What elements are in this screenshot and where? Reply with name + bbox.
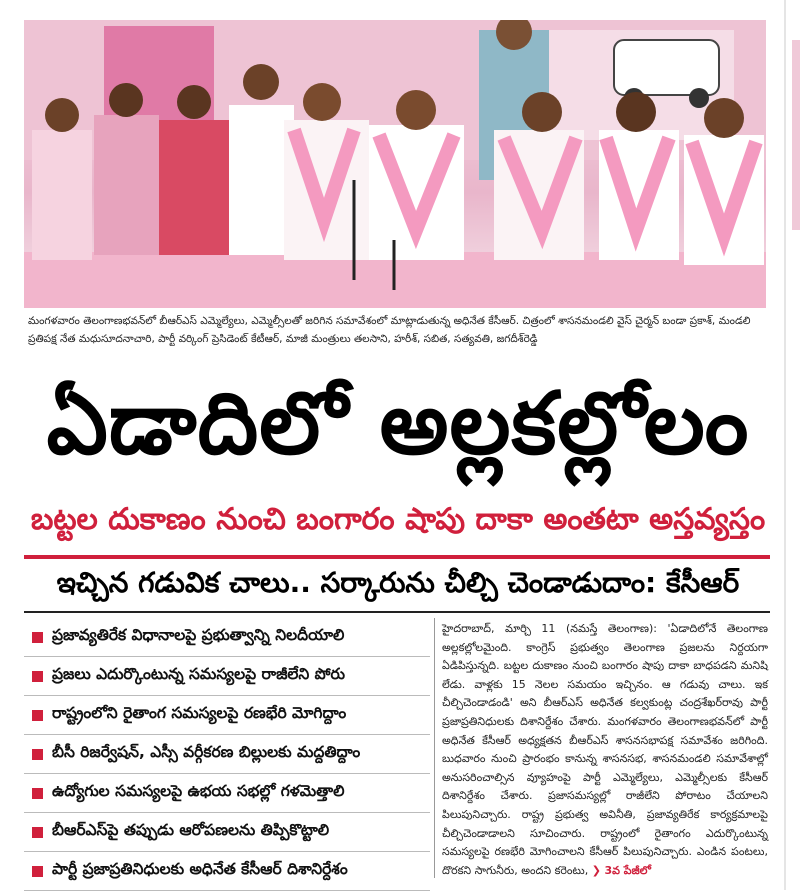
adjacent-page-strip xyxy=(792,40,800,230)
main-headline: ఏడాదిలో అల్లకల్లోలం xyxy=(46,374,750,474)
bullet-text: రాష్ట్రంలోని రైతాంగ సమస్యలపై రణభేరి మోగిద్దాం xyxy=(52,704,347,722)
red-divider xyxy=(24,555,770,559)
list-item xyxy=(24,852,430,891)
bullet-square-icon xyxy=(32,827,43,838)
press-meet-photo xyxy=(24,20,766,308)
article-text: హైదరాబాద్, మార్చి 11 (నమస్తే తెలంగాణ): 'ఏడాదిలోనే తెలంగాణ అల్లకల్లోలమైంది. కాంగ్రెస్ ప్రభుత్వం తెలంగాణ ప్రజలను నిర్దయగా ఏడిపిస్తున్నది. బట్టల దుకాణం నుంచి బంగారం షాపు దాకా బాధపడని మనిషి లేడు. వాళ్లకు 15 నెలల సమయం ఇచ్చినం. ఆ గడువు చాలు. ఇక చీల్చిచెండాడండి' అని బీఆర్‌ఎస్ అధినేత కల్వకుంట్ల చంద్రశేఖర్‌రావు పార్టీ ప్రజాప్రతినిధులకు దిశానిర్దేశం చేశారు. మంగళవారం తెలంగాణభవన్‌లో పార్టీ అధినేత కేసీఆర్ అధ్యక్షతన బీఆర్‌ఎస్ శాసనసభాపక్ష సమావేశం జరిగింది. బుధవారం నుంచి ప్రారంభం కానున్న శాసనసభ, శాసనమండలి సమావేశాల్లో అనుసరించాల్సిన వ్యూహంపై పార్టీ ఎమ్మెల్యేలు, ఎమ్మెల్సీలకు కేసీఆర్ దిశానిర్దేశం చేశారు. ప్రజాసమస్యల్లో రాజీలేని పోరాటం చేయాలని పిలుపునిచ్చారు. రాష్ట్ర ప్రభుత్వ అవినీతి, ప్రజావ్యతిరేక కార్యక్రమాలపై చీల్చిచెండాడాలని సూచించారు. రాష్ట్రంలో రైతాంగం ఎదుర్కొంటున్న సమస్యలపై రణభేరి మోగించాలని కేసీఆర్ పిలుపునిచ్చారు. ఎండిన పంటలు, దొరకని సాగునీరు, అందని కరెంటు, xyxy=(442,622,768,877)
bullet-square-icon xyxy=(32,788,43,799)
list-item xyxy=(24,657,430,696)
list-item xyxy=(24,813,430,852)
article-body xyxy=(442,620,768,880)
column-divider xyxy=(434,618,435,878)
bullet-square-icon xyxy=(32,671,43,682)
bullet-square-icon xyxy=(32,632,43,643)
continue-arrow-icon: ❯ xyxy=(591,863,601,877)
bullet-text: పార్టీ ప్రజాప్రతినిధులకు అధినేత కేసీఆర్ దిశానిర్దేశం xyxy=(52,860,348,878)
divider xyxy=(24,611,770,613)
list-item xyxy=(24,618,430,657)
bullet-square-icon xyxy=(32,866,43,877)
bullet-square-icon xyxy=(32,749,43,760)
bullet-text: ఉద్యోగుల సమస్యలపై ఉభయ సభల్లో గళమెత్తాలి xyxy=(52,782,345,800)
list-item xyxy=(24,696,430,735)
continued-on-page[interactable]: 3వ పేజీలో xyxy=(604,863,651,877)
car-graphic xyxy=(614,40,719,95)
bullet-square-icon xyxy=(32,710,43,721)
bullet-text: బీఆర్‌ఎస్‌పై తప్పుడు ఆరోపణలను తిప్పికొట్టాలి xyxy=(52,821,330,839)
bullet-text: ప్రజావ్యతిరేక విధానాలపై ప్రభుత్వాన్ని నిలదీయాలి xyxy=(52,626,345,644)
red-subheadline: బట్టల దుకాణం నుంచి బంగారం షాపు దాకా అంతటా అస్తవ్యస్తం xyxy=(30,502,766,537)
bullet-text: బీసీ రిజర్వేషన్, ఎస్సీ వర్గీకరణ బిల్లులకు మద్దతిద్దాం xyxy=(52,743,361,761)
list-item xyxy=(24,774,430,813)
list-item xyxy=(24,735,430,774)
photo-caption: మంగళవారం తెలంగాణభవన్‌లో బీఆర్‌ఎస్ ఎమ్మెల్యేలు, ఎమ్మెల్సీలతో జరిగిన సమావేశంలో మాట్లాడుతున్న అధినేత కేసీఆర్. చిత్రంలో శాసనమండలి వైస్ చైర్మన్ బండా ప్రకాశ్, మండలి ప్రతిపక్ష నేత మధుసూదనాచారి, పార్టీ వర్కింగ్ ప్రెసిడెంట్ కేటీఆర్, మాజీ మంత్రులు తలసాని, హరీశ్, సబిత, సత్యవతి, జగదీశ్‌రెడ్డి xyxy=(28,315,751,345)
page-edge xyxy=(784,0,786,890)
press-meet-illustration xyxy=(24,20,766,308)
bullet-text: ప్రజలు ఎదుర్కొంటున్న సమస్యలపై రాజీలేని పోరు xyxy=(52,665,346,683)
black-subheadline: ఇచ్చిన గడువిక చాలు.. సర్కారును చీల్చి చెండాడుదాం: కేసీఆర్ xyxy=(56,566,740,599)
car-wheel-rear xyxy=(689,88,709,108)
highlights-list xyxy=(24,618,430,891)
